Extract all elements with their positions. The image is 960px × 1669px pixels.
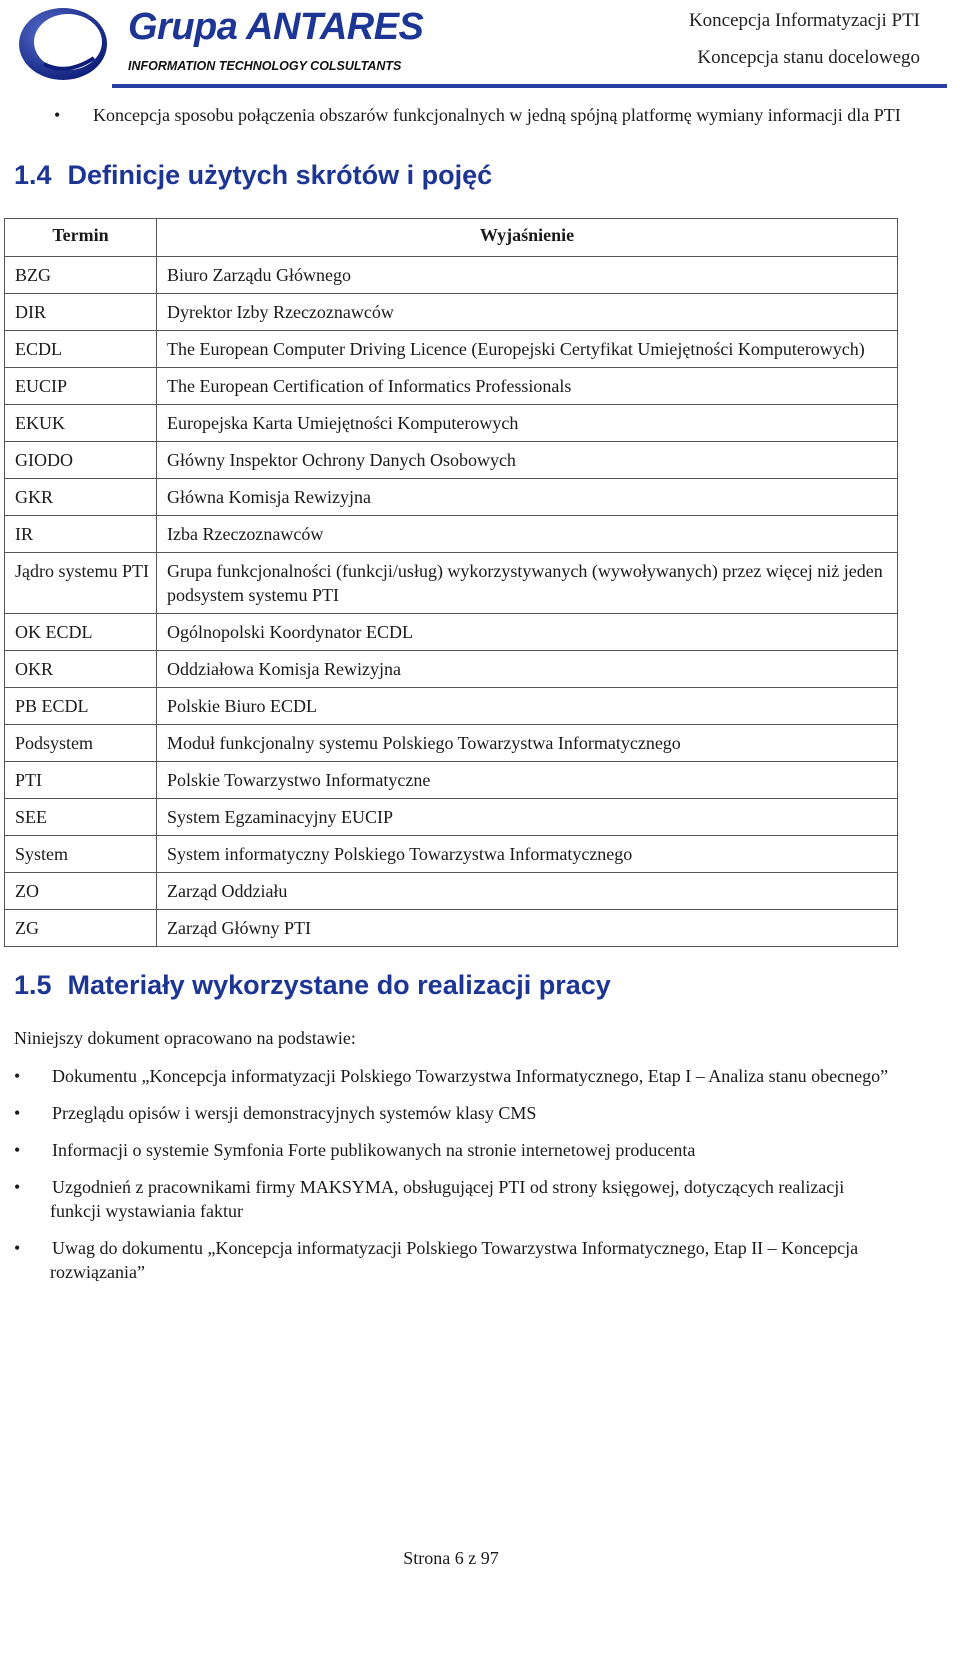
table-row — [5, 688, 898, 725]
section-title: Definicje użytych skrótów i pojęć — [67, 160, 493, 190]
term-cell: EUCIP — [5, 368, 157, 405]
term-cell: OKR — [5, 651, 157, 688]
term-cell: SEE — [5, 799, 157, 836]
table-row — [5, 442, 898, 479]
table-row — [5, 725, 898, 762]
definition-cell: Moduł funkcjonalny systemu Polskiego Towarzystwa Informatycznego — [157, 725, 898, 762]
table-header-row — [5, 219, 898, 257]
bullet-icon: • — [54, 105, 61, 125]
definition-cell: Zarząd Oddziału — [157, 873, 898, 910]
term-cell: ZG — [5, 910, 157, 947]
list-item-text: Przeglądu opisów i wersji demonstracyjnych systemów klasy CMS — [52, 1103, 537, 1123]
table-row — [5, 910, 898, 947]
list-item — [14, 1064, 894, 1088]
term-cell: GIODO — [5, 442, 157, 479]
bullet-icon: • — [14, 1238, 21, 1258]
term-cell: BZG — [5, 257, 157, 294]
section-heading-1-5 — [14, 970, 611, 1001]
table-row — [5, 479, 898, 516]
table-row — [5, 799, 898, 836]
intro-text: Niniejszy dokument opracowano na podstawie: — [14, 1028, 356, 1048]
list-item — [14, 1175, 894, 1223]
document-title: Koncepcja Informatyzacji PTI — [688, 10, 920, 31]
definition-cell: Izba Rzeczoznawców — [157, 516, 898, 553]
term-cell: OK ECDL — [5, 614, 157, 651]
bullet-icon: • — [14, 1103, 21, 1123]
table-row — [5, 553, 898, 614]
logo-subtitle: INFORMATION TECHNOLOGY COLSULTANTS — [128, 59, 402, 73]
section-title: Materiały wykorzystane do realizacji pracy — [67, 970, 611, 1000]
section-number: 1.4 — [14, 160, 52, 190]
top-bullet-text: Koncepcja sposobu połączenia obszarów funkcjonalnych w jedną spójną platformę wymiany informacji dla PTI — [93, 105, 901, 125]
term-cell: ZO — [5, 873, 157, 910]
definition-cell: Grupa funkcjonalności (funkcji/usług) wykorzystywanych (wywoływanych) przez więcej niż jeden podsystem systemu PTI — [157, 553, 898, 614]
bullet-icon: • — [14, 1066, 21, 1086]
list-item-text: Dokumentu „Koncepcja informatyzacji Polskiego Towarzystwa Informatycznego, Etap I – Analiza stanu obecnego” — [52, 1066, 889, 1086]
list-item-text: Uzgodnień z pracownikami firmy MAKSYMA, obsługującej PTI od strony księgowej, dotyczących realizacji funkcji wystawiania faktur — [50, 1177, 845, 1221]
definition-cell: Europejska Karta Umiejętności Komputerowych — [157, 405, 898, 442]
term-cell: Podsystem — [5, 725, 157, 762]
bullet-icon: • — [14, 1140, 21, 1160]
definition-cell: Zarząd Główny PTI — [157, 910, 898, 947]
definition-cell: Główna Komisja Rewizyjna — [157, 479, 898, 516]
table-row — [5, 873, 898, 910]
header-term: Termin — [5, 219, 157, 257]
list-item — [14, 1236, 894, 1284]
definition-cell: Polskie Towarzystwo Informatyczne — [157, 762, 898, 799]
table-row — [5, 405, 898, 442]
list-item-text: Uwag do dokumentu „Koncepcja informatyzacji Polskiego Towarzystwa Informatycznego, Etap II – Koncepcja rozwiązania” — [50, 1238, 859, 1282]
list-item — [14, 1101, 894, 1125]
table-row — [5, 516, 898, 553]
sources-list — [14, 1064, 894, 1297]
document-subtitle: Koncepcja stanu docelowego — [697, 47, 920, 68]
term-cell: Jądro systemu PTI — [5, 553, 157, 614]
term-cell: ECDL — [5, 331, 157, 368]
list-item — [14, 1138, 894, 1162]
definition-cell: Ogólnopolski Koordynator ECDL — [157, 614, 898, 651]
table-row — [5, 257, 898, 294]
table-row — [5, 836, 898, 873]
definition-cell: Polskie Biuro ECDL — [157, 688, 898, 725]
terms-table — [4, 218, 898, 947]
definition-cell: System informatyczny Polskiego Towarzystwa Informatycznego — [157, 836, 898, 873]
term-cell: GKR — [5, 479, 157, 516]
antares-logo-icon — [16, 6, 110, 82]
section-number: 1.5 — [14, 970, 52, 1000]
table-row — [5, 331, 898, 368]
bullet-icon: • — [14, 1177, 21, 1197]
page-header — [0, 0, 960, 90]
definition-cell: Główny Inspektor Ochrony Danych Osobowych — [157, 442, 898, 479]
header-explanation: Wyjaśnienie — [157, 219, 898, 257]
section-heading-1-4 — [14, 160, 492, 191]
definition-cell: System Egzaminacyjny EUCIP — [157, 799, 898, 836]
table-row — [5, 614, 898, 651]
list-item-text: Informacji o systemie Symfonia Forte publikowanych na stronie internetowej producenta — [52, 1140, 696, 1160]
page-number: Strona 6 z 97 — [403, 1548, 499, 1568]
table-row — [5, 294, 898, 331]
table-row — [5, 762, 898, 799]
term-cell: IR — [5, 516, 157, 553]
definition-cell: Biuro Zarządu Głównego — [157, 257, 898, 294]
header-divider — [112, 84, 947, 88]
definition-cell: The European Certification of Informatics Professionals — [157, 368, 898, 405]
table-row — [5, 651, 898, 688]
table-row — [5, 368, 898, 405]
logo-name: Grupa ANTARES — [128, 6, 424, 48]
definition-cell: Dyrektor Izby Rzeczoznawców — [157, 294, 898, 331]
term-cell: DIR — [5, 294, 157, 331]
top-bullet — [54, 103, 914, 127]
term-cell: PB ECDL — [5, 688, 157, 725]
term-cell: EKUK — [5, 405, 157, 442]
definition-cell: The European Computer Driving Licence (Europejski Certyfikat Umiejętności Komputerowych) — [157, 331, 898, 368]
term-cell: System — [5, 836, 157, 873]
definition-cell: Oddziałowa Komisja Rewizyjna — [157, 651, 898, 688]
term-cell: PTI — [5, 762, 157, 799]
